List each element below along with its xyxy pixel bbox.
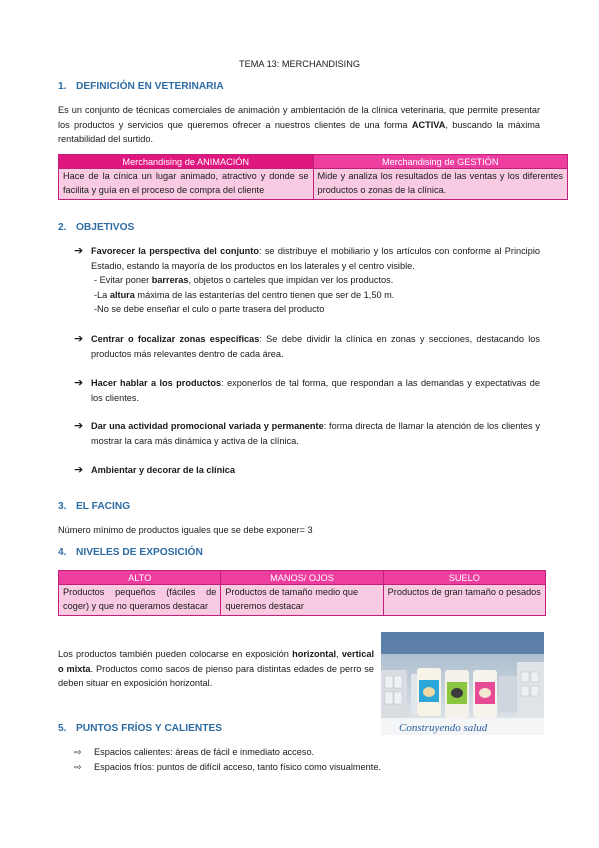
objective-item: [74, 244, 540, 317]
objective-bold: Dar una actividad promocional variada y permanente: [91, 421, 324, 431]
objective-text: [91, 244, 540, 273]
list-item-text: Espacios calientes: áreas de fácil e inmediato acceso.: [94, 747, 315, 757]
objective-desc: : Se debe dividir la clínica en zonas y secciones, destacando los productos más relevantes dentro de cada área.: [91, 334, 540, 359]
section-heading-2: [58, 221, 134, 236]
table-header-manos-ojos: MANOS/ OJOS: [221, 571, 383, 585]
definition-text-end: , buscando la máxima rentabilidad del surtido.: [58, 119, 540, 145]
section-number: 5.: [58, 723, 67, 734]
section-title: EL FACING: [76, 501, 131, 512]
table-cell-gestion: Mide y analiza los resultados de las ventas y los diferentes productos o zonas de la clínica.: [313, 169, 568, 200]
objective-item: [74, 376, 540, 405]
objective-desc: : forma directa de llamar la atención de los clientes y mostrar la cara más dinámica y activa de la clínica.: [91, 421, 541, 446]
exposure-bold: vertical o mixta: [58, 649, 374, 674]
definition-paragraph: [58, 103, 540, 147]
bold-right-arrow-icon: ➔: [74, 377, 84, 389]
objective-sub-item: -No se debe enseñar el culo o parte trasera del producto: [94, 304, 325, 315]
objective-sub-item: [94, 288, 540, 303]
section-heading-1: [58, 80, 224, 95]
bold-right-arrow-icon: ➔: [74, 420, 84, 432]
outline-right-arrow-icon: ⇨: [74, 762, 82, 772]
exposure-levels-table: [58, 570, 546, 616]
list-item: [74, 760, 540, 775]
objective-text: [91, 419, 540, 448]
section-number: 2.: [58, 222, 67, 233]
objective-sub-item: [94, 273, 540, 288]
photo-caption: Construyendo salud: [399, 722, 488, 734]
table-cell-animacion: Hace de la cínica un lugar animado, atractivo y donde se facilita y guía en el proceso de compra del cliente: [59, 169, 314, 200]
objective-bold: Ambientar y decorar de la clínica: [91, 465, 235, 475]
list-item: [74, 745, 540, 760]
bold-right-arrow-icon: ➔: [74, 333, 84, 345]
sub-text: - Evitar poner: [94, 275, 152, 286]
section-number: 3.: [58, 501, 67, 512]
exposure-bold: horizontal: [292, 649, 337, 659]
definition-bold: ACTIVA: [411, 119, 446, 130]
facing-paragraph: Número mínimo de productos iguales que se debe exponer= 3: [58, 525, 313, 535]
table-cell-manos-ojos: Productos de tamaño medio que queremos destacar: [221, 585, 383, 616]
bold-right-arrow-icon: ➔: [74, 245, 84, 257]
sub-text: , objetos o carteles que impidan ver los productos.: [188, 275, 394, 286]
section-title: OBJETIVOS: [76, 222, 135, 233]
objective-desc: : exponerlos de tal forma, que respondan a las demandas y expectativas de los clientes.: [91, 378, 540, 403]
table-cell-alto: Productos pequeños (fáciles de coger) y que no queramos destacar: [59, 585, 221, 616]
shelf-photo-illustration: [381, 632, 544, 735]
objective-bold: Hacer hablar a los productos: [91, 378, 222, 388]
document-title: TEMA 13: MERCHANDISING: [239, 59, 360, 69]
objective-bold: Centrar o focalizar zonas específicas: [91, 334, 260, 344]
merchandising-table: [58, 154, 568, 200]
objective-item: [74, 419, 540, 448]
objective-item: [74, 332, 540, 361]
sub-bold: altura: [109, 289, 135, 300]
section-heading-5: [58, 722, 222, 737]
table-cell-suelo: Productos de gran tamaño o pesados: [383, 585, 545, 616]
definition-text: Es un conjunto de técnicas comerciales de animación y ambientación de la clínica veterinaria, que permite presentar los productos y servicios que queremos ofrecer a nuestros clientes de una forma: [58, 105, 540, 130]
section-title: NIVELES DE EXPOSICIÓN: [76, 547, 203, 558]
exposure-text: . Productos como sacos de pienso para distintas edades de perro se deben situar en exposición horizontal.: [58, 663, 374, 689]
table-header-alto: ALTO: [59, 571, 221, 585]
section-title: PUNTOS FRÍOS Y CALIENTES: [76, 723, 223, 734]
sub-bold: barreras: [151, 275, 189, 286]
objective-desc: : se distribuye el mobiliario y los artículos con conforme al Principio Estadio, estando la mayoría de los productos en los laterales y el centro visible.: [91, 246, 540, 271]
section-title: DEFINICIÓN EN VETERINARIA: [76, 81, 224, 92]
exposure-text: Los productos también pueden colocarse en exposición: [58, 649, 293, 659]
objective-text: [91, 332, 540, 361]
exposure-text: ,: [336, 649, 342, 659]
table-header-gestion: Merchandising de GESTIÓN: [313, 155, 568, 169]
exposure-paragraph: [58, 647, 374, 691]
product-display-photo: [381, 632, 544, 735]
objective-item: [74, 463, 540, 478]
objective-text: [91, 463, 540, 478]
section-heading-4: [58, 546, 203, 561]
section-number: 1.: [58, 81, 67, 92]
bold-right-arrow-icon: ➔: [74, 464, 84, 476]
section-heading-3: [58, 500, 130, 515]
sub-text: -La: [94, 289, 110, 300]
table-header-animacion: Merchandising de ANIMACIÓN: [59, 155, 314, 169]
table-header-suelo: SUELO: [383, 571, 545, 585]
objective-bold: Favorecer la perspectiva del conjunto: [91, 246, 259, 256]
outline-right-arrow-icon: ⇨: [74, 747, 82, 757]
section-number: 4.: [58, 547, 67, 558]
list-item-text: Espacios fríos: puntos de difícil acceso, tanto físico como visualmente.: [94, 762, 381, 772]
sub-text: máxima de las estanterías del centro tienen que ser de 1,50 m.: [134, 289, 395, 300]
objective-text: [91, 376, 540, 405]
